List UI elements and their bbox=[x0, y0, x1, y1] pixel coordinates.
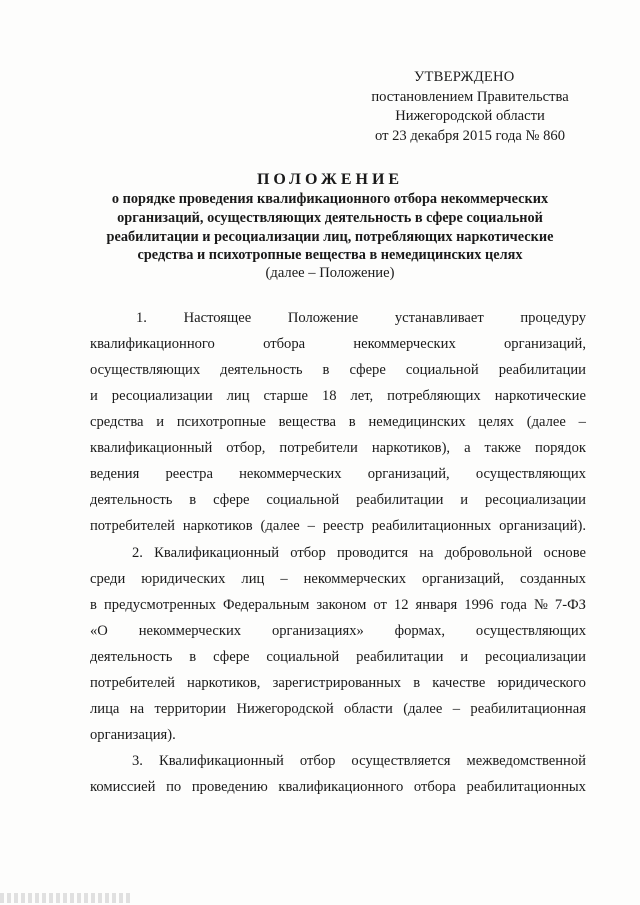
word: реабилитации bbox=[498, 362, 586, 378]
word: проведению bbox=[191, 779, 268, 795]
word: некоммерческих bbox=[353, 336, 456, 352]
word: отбор, bbox=[226, 440, 266, 456]
word: реестр bbox=[322, 518, 364, 534]
word: и bbox=[156, 414, 165, 430]
word: наркотиков), bbox=[371, 440, 451, 456]
body-line bbox=[90, 699, 586, 719]
word: отбора bbox=[263, 336, 306, 352]
body-line bbox=[90, 673, 586, 693]
word: межведомственной bbox=[466, 753, 586, 769]
word: реабилитационная bbox=[470, 701, 586, 717]
word: некоммерческих bbox=[138, 623, 242, 639]
approval-block bbox=[360, 68, 580, 146]
word: и bbox=[460, 649, 469, 665]
body-line bbox=[90, 621, 586, 641]
word: основе bbox=[543, 545, 586, 561]
word: потребители bbox=[279, 440, 358, 456]
approval-date-line: от 23 декабря 2015 года № 860 bbox=[374, 127, 566, 144]
body-line bbox=[90, 569, 586, 589]
word: организаций, bbox=[422, 571, 505, 587]
word: года bbox=[500, 597, 527, 613]
word: качестве bbox=[432, 675, 486, 691]
word: формах, bbox=[394, 623, 446, 639]
word: социальной bbox=[266, 492, 340, 508]
word: на bbox=[129, 701, 145, 717]
word: реабилитационных bbox=[371, 518, 492, 534]
word: – bbox=[578, 414, 586, 430]
word: (далее bbox=[260, 518, 300, 534]
word: лиц bbox=[241, 571, 265, 587]
word: 7-ФЗ bbox=[554, 597, 586, 613]
word: осуществляющих bbox=[475, 623, 586, 639]
subtitle-line: средства и психотропные вещества в немедицинских целях bbox=[137, 247, 523, 264]
subtitle-line: реабилитации и ресоциализации лиц, потребляющих наркотические bbox=[106, 228, 554, 245]
word: некоммерческих bbox=[239, 466, 342, 482]
word: осуществляющих bbox=[90, 362, 201, 378]
word: «О bbox=[90, 623, 108, 639]
word: порядок bbox=[535, 440, 586, 456]
word: Федеральным bbox=[222, 597, 310, 613]
word: и bbox=[90, 388, 98, 404]
body-line bbox=[90, 647, 586, 667]
word: деятельность bbox=[220, 362, 303, 378]
body-line bbox=[90, 308, 586, 328]
word: потребляющих bbox=[387, 388, 481, 404]
word: в bbox=[348, 414, 356, 430]
word: деятельность bbox=[90, 492, 173, 508]
word: квалификационного bbox=[278, 779, 404, 795]
word: – bbox=[452, 701, 461, 717]
word: и bbox=[460, 492, 469, 508]
word: организаций, bbox=[504, 336, 586, 352]
word: немедицинских bbox=[368, 414, 466, 430]
word: предусмотренных bbox=[103, 597, 216, 613]
word: зарегистрированных bbox=[272, 675, 402, 691]
word: деятельность bbox=[90, 649, 173, 665]
word: территории bbox=[154, 701, 227, 717]
word: некоммерческих bbox=[303, 571, 407, 587]
body-line bbox=[90, 595, 586, 615]
word: проводится bbox=[336, 545, 409, 561]
approval-line: Нижегородской области bbox=[395, 108, 545, 124]
word: реабилитации bbox=[356, 492, 444, 508]
word: наркотиков bbox=[182, 518, 253, 534]
word: отбор bbox=[290, 545, 326, 561]
word: наркотические bbox=[494, 388, 586, 404]
word: организаций). bbox=[499, 518, 586, 534]
word: (далее bbox=[403, 701, 443, 717]
document-subtitle bbox=[60, 190, 600, 265]
word: психотропные bbox=[176, 414, 266, 430]
word: организаций, bbox=[367, 466, 450, 482]
word: № bbox=[533, 597, 548, 613]
body-line bbox=[90, 438, 586, 458]
word: квалификационный bbox=[90, 440, 213, 456]
word: созданных bbox=[520, 571, 586, 587]
word: юридических bbox=[141, 571, 226, 587]
word: потребителей bbox=[90, 675, 175, 691]
word: в bbox=[322, 362, 330, 378]
word: лица bbox=[90, 701, 120, 717]
word: юридического bbox=[497, 675, 586, 691]
approval-heading: УТВЕРЖДЕНО bbox=[414, 69, 515, 85]
word: комиссией bbox=[90, 779, 156, 795]
word: потребителей bbox=[90, 518, 175, 534]
word: в bbox=[189, 649, 197, 665]
word: процедуру bbox=[520, 310, 586, 326]
word: по bbox=[166, 779, 182, 795]
word: сфере bbox=[213, 492, 250, 508]
word: осуществляется bbox=[351, 753, 451, 769]
word: организациях» bbox=[271, 623, 364, 639]
word: реестра bbox=[165, 466, 213, 482]
scan-artifact bbox=[0, 893, 130, 903]
word: сфере bbox=[349, 362, 386, 378]
word: ведения bbox=[90, 466, 140, 482]
word: области bbox=[344, 701, 393, 717]
word: – bbox=[280, 571, 288, 587]
word: Настоящее bbox=[183, 310, 252, 326]
word: социальной bbox=[266, 649, 340, 665]
word: Квалификационный bbox=[154, 545, 280, 561]
word: – bbox=[307, 518, 315, 534]
word: осуществляющих bbox=[475, 466, 586, 482]
body-line bbox=[90, 386, 586, 406]
word: социальной bbox=[405, 362, 479, 378]
body-line bbox=[90, 777, 586, 797]
word: сфере bbox=[213, 649, 250, 665]
word: устанавливает bbox=[394, 310, 484, 326]
word: января bbox=[415, 597, 458, 613]
approval-line: постановлением Правительства bbox=[371, 88, 569, 105]
word: реабилитации bbox=[356, 649, 444, 665]
word: лиц bbox=[226, 388, 250, 404]
body-line bbox=[90, 360, 586, 380]
word: 1. bbox=[136, 310, 147, 326]
body-line bbox=[90, 412, 586, 432]
body-line: организация). bbox=[90, 727, 176, 743]
word: 3. bbox=[132, 753, 143, 769]
word: законом bbox=[316, 597, 367, 613]
word: целях bbox=[478, 414, 514, 430]
word: Положение bbox=[287, 310, 359, 326]
subtitle-note: (далее – Положение) bbox=[265, 265, 395, 281]
word: ресоциализации bbox=[111, 388, 213, 404]
word: ресоциализации bbox=[485, 649, 586, 665]
word: а bbox=[464, 440, 471, 456]
word: 18 bbox=[321, 388, 337, 404]
word: от bbox=[373, 597, 387, 613]
word: наркотиков, bbox=[187, 675, 261, 691]
word: Квалификационный bbox=[158, 753, 284, 769]
word: лет, bbox=[350, 388, 374, 404]
body-line bbox=[90, 516, 586, 536]
word: также bbox=[484, 440, 522, 456]
word: в bbox=[90, 597, 97, 613]
word: Нижегородской bbox=[236, 701, 334, 717]
word: на bbox=[419, 545, 434, 561]
word: 2. bbox=[132, 545, 143, 561]
word: (далее bbox=[526, 414, 566, 430]
word: отбора bbox=[413, 779, 456, 795]
word: отбор bbox=[299, 753, 336, 769]
word: реабилитационных bbox=[466, 779, 586, 795]
word: в bbox=[189, 492, 197, 508]
body-line bbox=[90, 543, 586, 563]
body-line bbox=[90, 751, 586, 771]
subtitle-line: о порядке проведения квалификационного отбора некоммерческих bbox=[111, 191, 549, 207]
word: среди bbox=[90, 571, 126, 587]
word: 1996 bbox=[464, 597, 494, 613]
word: квалификационного bbox=[90, 336, 215, 352]
document-title: ПОЛОЖЕНИЕ bbox=[256, 171, 404, 188]
body-line bbox=[90, 490, 586, 510]
word: вещества bbox=[278, 414, 337, 430]
word: добровольной bbox=[444, 545, 533, 561]
body-line bbox=[90, 464, 586, 484]
word: в bbox=[413, 675, 421, 691]
word: средства bbox=[90, 414, 144, 430]
word: старше bbox=[263, 388, 309, 404]
body-line bbox=[90, 334, 586, 354]
word: ресоциализации bbox=[485, 492, 586, 508]
subtitle-line: организаций, осуществляющих деятельность в сфере социальной bbox=[117, 209, 543, 226]
word: 12 bbox=[393, 597, 409, 613]
